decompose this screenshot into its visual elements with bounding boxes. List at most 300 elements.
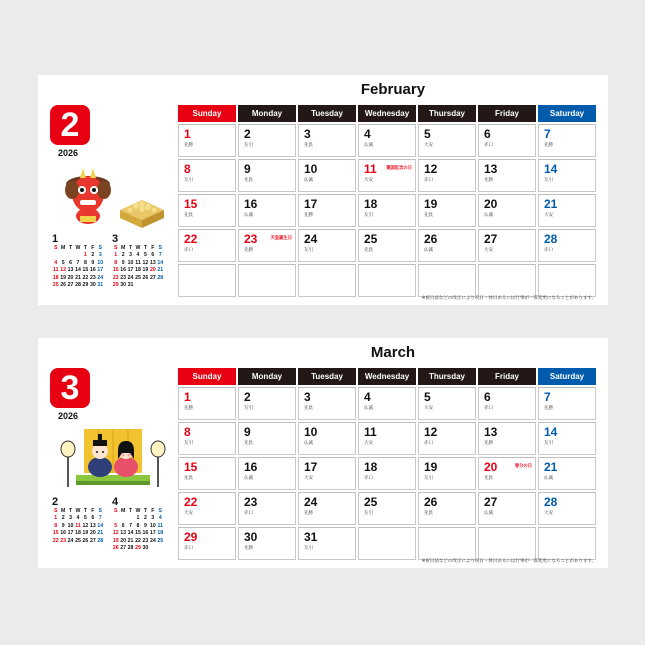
month-calendar — [178, 368, 598, 560]
mini-day: 6 — [69, 259, 72, 266]
weekday-wednesday: Wednesday — [358, 368, 416, 385]
month-title: February — [360, 81, 426, 98]
rokuyo-label: 先勝 — [484, 177, 493, 182]
mini-month-number: 1 — [52, 233, 59, 245]
mini-day: 15 — [135, 530, 141, 537]
mini-grid — [112, 245, 164, 289]
day-cell — [238, 527, 296, 560]
day-number: 20 — [484, 460, 498, 474]
mini-day: 28 — [75, 282, 81, 289]
mini-day: 22 — [135, 537, 141, 544]
day-cell — [298, 492, 356, 525]
day-cell — [538, 194, 596, 227]
mini-day: 7 — [129, 522, 132, 529]
rokuyo-label: 先負 — [304, 405, 313, 410]
mini-day: 13 — [89, 522, 96, 529]
day-number: 31 — [304, 530, 318, 544]
mini-day: 4 — [136, 252, 140, 259]
mini-day: 17 — [67, 530, 74, 537]
weekday-wednesday: Wednesday — [358, 105, 416, 122]
day-cell — [418, 159, 476, 192]
mini-weekday: T — [68, 245, 73, 251]
mini-day: 12 — [82, 522, 89, 529]
day-cell — [178, 159, 236, 192]
mini-day: 19 — [112, 537, 119, 544]
day-cell — [358, 422, 416, 455]
mini-day: 20 — [120, 537, 127, 544]
mini-day — [119, 515, 126, 522]
mini-day: 21 — [75, 274, 81, 281]
mini-day: 3 — [151, 515, 155, 522]
weekday-sunday: Sunday — [178, 105, 236, 122]
day-cell — [298, 229, 356, 262]
rokuyo-label: 先勝 — [184, 142, 193, 147]
day-number: 26 — [424, 232, 438, 246]
mini-grid — [112, 508, 164, 552]
mini-day: 10 — [67, 522, 74, 529]
day-number: 28 — [544, 495, 558, 509]
rokuyo-label: 仏滅 — [484, 212, 493, 217]
mini-day: 15 — [112, 267, 119, 274]
day-number: 24 — [304, 495, 318, 509]
mini-day: 28 — [157, 274, 164, 281]
day-number: 6 — [484, 390, 491, 404]
day-number: 21 — [544, 197, 558, 211]
day-number: 16 — [244, 460, 258, 474]
mini-day: 11 — [52, 267, 59, 274]
rokuyo-label: 仏滅 — [364, 405, 373, 410]
mini-weekday: S — [98, 508, 102, 514]
day-number: 6 — [484, 127, 491, 141]
rokuyo-label: 赤口 — [244, 510, 253, 515]
rokuyo-label: 大安 — [544, 212, 553, 217]
mini-weekday: S — [113, 508, 118, 514]
rokuyo-label: 先勝 — [304, 510, 313, 515]
mini-day: 5 — [114, 522, 118, 529]
weekday-friday: Friday — [478, 105, 536, 122]
mini-day: 20 — [67, 274, 74, 281]
mini-day: 23 — [60, 537, 67, 544]
day-grid — [178, 124, 598, 297]
day-number: 1 — [184, 127, 191, 141]
mini-day: 27 — [89, 537, 96, 544]
mini-day: 28 — [97, 537, 104, 544]
rokuyo-label: 赤口 — [424, 440, 433, 445]
year-label: 2026 — [58, 148, 79, 158]
mini-day: 31 — [127, 282, 134, 289]
day-number: 30 — [244, 530, 258, 544]
mini-day: 25 — [135, 274, 141, 281]
mini-day — [52, 252, 59, 259]
day-number: 1 — [184, 390, 191, 404]
rokuyo-label: 友引 — [424, 475, 433, 480]
day-number: 4 — [364, 127, 371, 141]
day-cell — [298, 527, 356, 560]
day-number: 2 — [244, 390, 251, 404]
day-cell — [538, 492, 596, 525]
mini-day: 20 — [149, 267, 156, 274]
day-number: 27 — [484, 232, 498, 246]
day-cell — [238, 124, 296, 157]
mini-day: 11 — [75, 522, 81, 529]
holiday-label: 天皇誕生日 — [270, 235, 292, 240]
mini-day: 26 — [60, 282, 67, 289]
day-number: 23 — [244, 232, 258, 246]
mini-calendar-february — [52, 496, 104, 545]
mini-day: 2 — [61, 515, 65, 522]
day-number: 28 — [544, 232, 558, 246]
day-number: 9 — [244, 425, 251, 439]
mini-day: 24 — [97, 274, 104, 281]
rokuyo-label: 大安 — [424, 405, 433, 410]
day-number: 3 — [304, 127, 311, 141]
march-sheet — [38, 338, 608, 568]
mini-day: 14 — [127, 530, 134, 537]
mini-day: 13 — [120, 530, 127, 537]
rokuyo-label: 友引 — [304, 247, 313, 252]
holiday-label: 建国記念の日 — [386, 165, 412, 170]
day-number: 7 — [544, 127, 551, 141]
day-cell — [478, 492, 536, 525]
rokuyo-label: 先負 — [184, 212, 193, 217]
day-number: 11 — [364, 425, 377, 439]
day-cell — [238, 422, 296, 455]
mini-day — [59, 252, 66, 259]
day-cell — [178, 194, 236, 227]
day-cell — [478, 387, 536, 420]
day-cell — [238, 264, 296, 297]
day-cell — [478, 229, 536, 262]
mini-day: 24 — [67, 537, 74, 544]
mini-calendar-january — [52, 233, 104, 289]
mini-day: 18 — [75, 530, 81, 537]
mini-weekday: T — [83, 508, 87, 514]
rokuyo-label: 大安 — [364, 440, 373, 445]
day-cell — [478, 194, 536, 227]
day-cell — [418, 387, 476, 420]
holiday-label: 春分の日 — [514, 463, 532, 468]
day-cell — [418, 194, 476, 227]
day-number: 29 — [184, 530, 198, 544]
mini-day: 1 — [54, 515, 58, 522]
day-number: 14 — [544, 162, 558, 176]
rokuyo-label: 先負 — [424, 510, 433, 515]
mini-day: 5 — [143, 252, 147, 259]
mini-weekday: W — [75, 245, 81, 251]
mini-day: 13 — [149, 259, 156, 266]
mini-weekday: S — [113, 245, 118, 251]
mini-weekday: W — [75, 508, 81, 514]
mini-day: 10 — [149, 522, 156, 529]
day-cell — [418, 422, 476, 455]
day-number: 25 — [364, 495, 378, 509]
day-cell — [478, 264, 536, 297]
weekday-thursday: Thursday — [418, 105, 476, 122]
day-number: 24 — [304, 232, 318, 246]
mini-day: 22 — [52, 537, 59, 544]
mini-day: 16 — [60, 530, 67, 537]
day-number: 9 — [244, 162, 251, 176]
mini-grid — [52, 245, 104, 289]
mini-day: 21 — [97, 530, 104, 537]
mini-day: 26 — [112, 545, 119, 552]
weekday-header — [178, 105, 598, 122]
day-cell — [478, 422, 536, 455]
mini-day: 30 — [120, 282, 127, 289]
mini-day: 2 — [143, 515, 147, 522]
day-number: 12 — [424, 162, 438, 176]
mini-month-number: 2 — [52, 496, 59, 508]
rokuyo-label: 友引 — [364, 212, 373, 217]
mini-day: 3 — [129, 252, 132, 259]
mini-weekday: M — [120, 508, 126, 514]
rokuyo-label: 赤口 — [424, 177, 433, 182]
weekday-saturday: Saturday — [538, 105, 596, 122]
mini-day: 7 — [76, 259, 80, 266]
day-number: 5 — [424, 127, 431, 141]
mini-day — [112, 515, 119, 522]
rokuyo-label: 先勝 — [184, 405, 193, 410]
mini-day: 20 — [89, 530, 96, 537]
weekday-friday: Friday — [478, 368, 536, 385]
mini-day: 9 — [91, 259, 95, 266]
day-number: 19 — [424, 460, 438, 474]
mini-day — [67, 252, 74, 259]
mini-day: 27 — [149, 274, 156, 281]
weekday-header — [178, 368, 598, 385]
weekday-tuesday: Tuesday — [298, 105, 356, 122]
day-number: 17 — [304, 197, 318, 211]
mini-day: 1 — [136, 515, 140, 522]
mini-day: 12 — [142, 259, 149, 266]
rokuyo-label: 大安 — [364, 177, 373, 182]
hina-dolls-illustration — [58, 423, 170, 493]
weekday-sunday: Sunday — [178, 368, 236, 385]
mini-day — [74, 252, 81, 259]
mini-weekday: W — [135, 508, 141, 514]
mini-day: 4 — [54, 259, 58, 266]
mini-weekday: S — [158, 245, 162, 251]
day-cell — [538, 422, 596, 455]
day-cell — [238, 194, 296, 227]
mini-day: 11 — [157, 522, 164, 529]
month-badge: 3 — [50, 368, 90, 408]
day-number: 10 — [304, 425, 318, 439]
day-cell — [238, 457, 296, 490]
day-cell — [538, 229, 596, 262]
mini-day — [127, 515, 134, 522]
rokuyo-label: 先負 — [244, 177, 253, 182]
mini-month-number: 3 — [112, 233, 119, 245]
day-cell — [538, 124, 596, 157]
footnote: ※祝日法などの改正により祝日・休日あるいは行事が一部変更になることがあります。 — [421, 558, 596, 563]
mini-day: 8 — [114, 259, 118, 266]
weekday-monday: Monday — [238, 368, 296, 385]
mini-calendar-march — [112, 233, 164, 289]
mini-day: 25 — [75, 537, 81, 544]
mini-day: 23 — [142, 537, 149, 544]
day-number: 14 — [544, 425, 558, 439]
day-cell — [538, 387, 596, 420]
day-cell — [298, 159, 356, 192]
mini-calendar-april — [112, 496, 164, 552]
mini-day: 1 — [83, 252, 87, 259]
mini-day: 16 — [142, 530, 149, 537]
mini-grid — [52, 508, 104, 545]
mini-weekday: S — [53, 508, 58, 514]
mini-weekday: T — [83, 245, 87, 251]
mini-day: 23 — [120, 274, 127, 281]
mini-day: 12 — [60, 267, 67, 274]
rokuyo-label: 仏滅 — [244, 212, 253, 217]
day-number: 19 — [424, 197, 438, 211]
rokuyo-label: 先負 — [244, 440, 253, 445]
day-number: 10 — [304, 162, 318, 176]
rokuyo-label: 先負 — [364, 247, 373, 252]
day-number: 15 — [184, 197, 198, 211]
mini-day: 7 — [98, 515, 102, 522]
rokuyo-label: 友引 — [184, 440, 193, 445]
mini-day: 5 — [61, 259, 65, 266]
rokuyo-label: 友引 — [184, 177, 193, 182]
day-cell — [358, 527, 416, 560]
mini-day: 26 — [82, 537, 89, 544]
day-cell — [238, 159, 296, 192]
day-number: 20 — [484, 197, 498, 211]
rokuyo-label: 友引 — [364, 510, 373, 515]
rokuyo-label: 赤口 — [544, 247, 553, 252]
mini-day: 9 — [121, 259, 125, 266]
day-cell — [358, 387, 416, 420]
rokuyo-label: 大安 — [544, 510, 553, 515]
mini-day: 15 — [52, 530, 59, 537]
rokuyo-label: 赤口 — [184, 545, 193, 550]
weekday-tuesday: Tuesday — [298, 368, 356, 385]
mini-weekday: F — [151, 508, 155, 514]
rokuyo-label: 先勝 — [304, 212, 313, 217]
day-cell — [418, 492, 476, 525]
mini-day: 13 — [67, 267, 74, 274]
day-cell — [538, 264, 596, 297]
mini-day: 22 — [112, 274, 119, 281]
mini-day: 19 — [60, 274, 67, 281]
day-cell — [298, 124, 356, 157]
rokuyo-label: 友引 — [544, 177, 553, 182]
mini-day: 6 — [121, 522, 125, 529]
weekday-thursday: Thursday — [418, 368, 476, 385]
mini-day: 9 — [61, 522, 65, 529]
mini-day: 12 — [112, 530, 119, 537]
day-number: 21 — [544, 460, 558, 474]
mini-day: 18 — [52, 274, 59, 281]
year-label: 2026 — [58, 411, 79, 421]
day-number: 13 — [484, 425, 498, 439]
mini-day: 17 — [127, 267, 134, 274]
mini-day: 29 — [135, 545, 141, 552]
day-cell — [478, 124, 536, 157]
mini-day: 27 — [67, 282, 74, 289]
rokuyo-label: 仏滅 — [304, 177, 313, 182]
mini-day: 6 — [91, 515, 95, 522]
mini-day: 24 — [127, 274, 134, 281]
day-cell — [418, 124, 476, 157]
mini-day: 29 — [112, 282, 119, 289]
day-cell — [298, 264, 356, 297]
month-badge: 2 — [50, 105, 90, 145]
day-cell — [478, 527, 536, 560]
mini-day: 25 — [52, 282, 59, 289]
day-number: 15 — [184, 460, 198, 474]
month-title: March — [370, 344, 416, 361]
day-cell — [538, 527, 596, 560]
day-number: 12 — [424, 425, 438, 439]
day-cell — [178, 387, 236, 420]
mini-day: 27 — [120, 545, 127, 552]
mini-day: 8 — [83, 259, 87, 266]
mini-day: 14 — [157, 259, 164, 266]
rokuyo-label: 友引 — [244, 142, 253, 147]
weekday-monday: Monday — [238, 105, 296, 122]
day-cell — [418, 527, 476, 560]
day-cell — [418, 457, 476, 490]
day-number: 5 — [424, 390, 431, 404]
mini-weekday: T — [68, 508, 73, 514]
mini-day: 30 — [89, 282, 96, 289]
mini-day: 9 — [143, 522, 147, 529]
day-number: 26 — [424, 495, 438, 509]
mini-day: 14 — [97, 522, 104, 529]
day-number: 8 — [184, 425, 191, 439]
day-cell — [298, 387, 356, 420]
day-cell — [538, 457, 596, 490]
day-cell — [358, 457, 416, 490]
weekday-saturday: Saturday — [538, 368, 596, 385]
day-number: 22 — [184, 495, 198, 509]
mini-day: 16 — [89, 267, 96, 274]
mini-day: 3 — [98, 252, 102, 259]
day-number: 3 — [304, 390, 311, 404]
mini-day: 10 — [127, 259, 134, 266]
mini-day: 6 — [151, 252, 155, 259]
mini-day: 11 — [135, 259, 141, 266]
day-number: 11 — [364, 162, 377, 176]
rokuyo-label: 先負 — [304, 142, 313, 147]
rokuyo-label: 先勝 — [244, 545, 253, 550]
day-cell — [178, 457, 236, 490]
day-cell — [178, 492, 236, 525]
day-cell — [418, 229, 476, 262]
rokuyo-label: 友引 — [244, 405, 253, 410]
day-cell — [358, 229, 416, 262]
mini-weekday: M — [120, 245, 126, 251]
day-cell — [418, 264, 476, 297]
day-cell — [178, 124, 236, 157]
day-number: 2 — [244, 127, 251, 141]
day-number: 27 — [484, 495, 498, 509]
day-cell — [238, 387, 296, 420]
mini-day: 2 — [91, 252, 95, 259]
day-cell — [358, 159, 416, 192]
mini-day: 7 — [158, 252, 162, 259]
rokuyo-label: 赤口 — [184, 247, 193, 252]
mini-month-number: 4 — [112, 496, 119, 508]
rokuyo-label: 先負 — [484, 475, 493, 480]
day-cell — [358, 264, 416, 297]
rokuyo-label: 先勝 — [484, 440, 493, 445]
day-number: 23 — [244, 495, 258, 509]
rokuyo-label: 仏滅 — [424, 247, 433, 252]
rokuyo-label: 仏滅 — [484, 510, 493, 515]
